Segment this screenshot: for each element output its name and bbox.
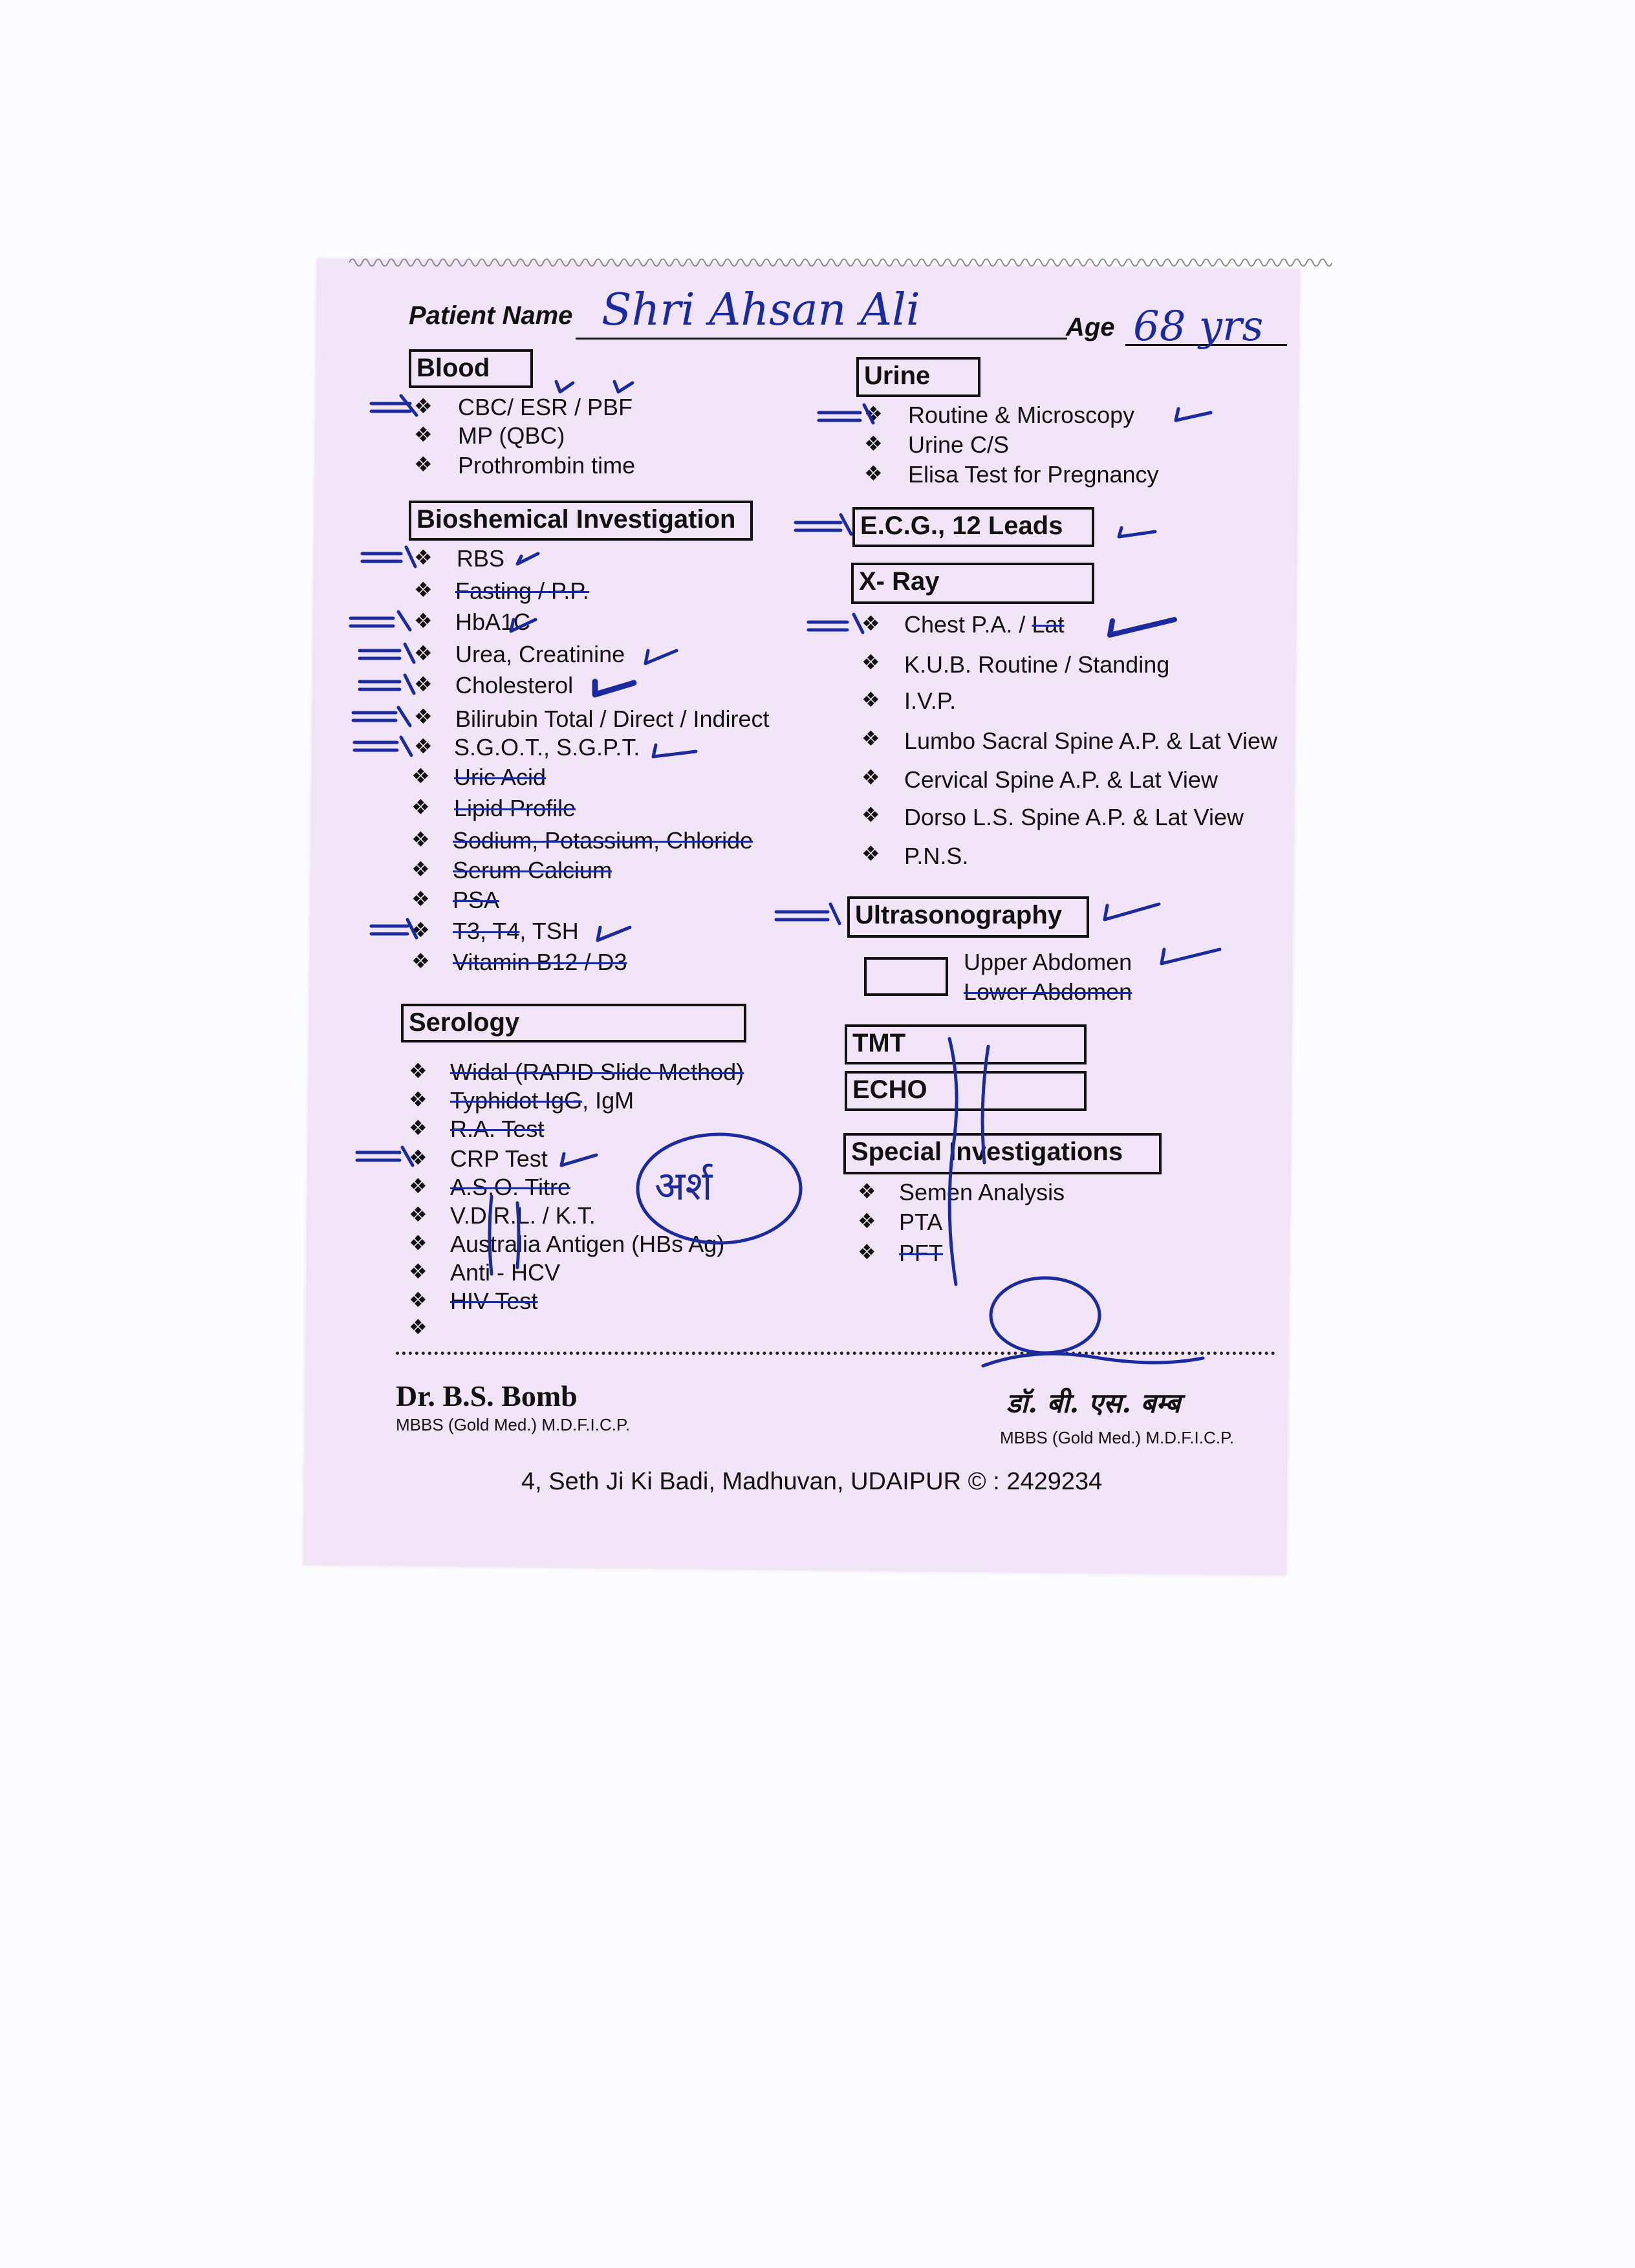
tally-icon [371,920,417,938]
bullet-icon: ❖ [414,609,433,632]
doctor-name-hi: डॉ. बी. एस. बम्ब [1006,1387,1181,1419]
ink-line [490,1196,519,1274]
bullet-icon: ❖ [409,1059,428,1083]
bullet-icon: ❖ [409,1088,428,1111]
check-icon [517,554,538,564]
bullet-icon: ❖ [414,642,433,665]
section-blood: Blood [409,349,533,388]
bullet-icon: ❖ [411,828,430,851]
test-typhidot-igm: , IgM [582,1087,634,1114]
check-icon [598,927,630,940]
test-urine-routine: Routine & Microscopy [908,402,1135,428]
section-serology: Serology [401,1004,746,1042]
check-icon [653,745,696,757]
test-rbs: RBS [457,545,505,572]
section-biochemical: Bioshemical Investigation [409,501,753,541]
bullet-icon: ❖ [409,1146,428,1169]
bullet-icon: ❖ [861,803,880,826]
bullet-icon: ❖ [864,432,883,455]
age-value: 68 yrs [1133,303,1264,351]
bullet-icon: ❖ [861,727,880,750]
test-lipid: Lipid Profile [454,795,576,821]
bullet-icon: ❖ [409,1315,428,1339]
test-lumbo: Lumbo Sacral Spine A.P. & Lat View [904,728,1278,754]
test-mp: MP (QBC) [458,422,565,449]
bullet-icon: ❖ [414,705,433,728]
doctor-qual-left: MBBS (Gold Med.) M.D.F.I.C.P. [396,1415,631,1434]
signature-stroke [983,1354,1203,1366]
bullet-icon: ❖ [414,546,433,569]
test-vitamin: Vitamin B12 / D3 [453,949,627,975]
bullet-icon: ❖ [414,673,433,696]
test-prothrombin: Prothrombin time [458,452,636,479]
test-hiv: HIV Test [450,1288,538,1314]
test-semen: Semen Analysis [899,1179,1065,1205]
check-icon [645,651,677,664]
bullet-icon: ❖ [411,795,430,819]
section-special: Special Investigations [843,1133,1162,1174]
tally-icon [796,515,851,534]
bullet-icon: ❖ [409,1260,428,1283]
test-widal: Widal (RAPID Slide Method) [450,1059,744,1085]
bullet-icon: ❖ [414,578,433,601]
test-hba1c: HbA1C [455,609,531,635]
bullet-icon: ❖ [858,1209,876,1233]
check-icon [1176,409,1211,420]
test-kub: K.U.B. Routine / Standing [904,651,1170,678]
test-aso: A.S.O. Titre [450,1174,571,1200]
test-dorso: Dorso L.S. Spine A.P. & Lat View [904,804,1244,830]
test-fasting: Fasting / P.P. [455,578,589,604]
ink-line [982,1046,988,1163]
bullet-icon: ❖ [414,453,433,476]
test-upper-abdomen: Upper Abdomen [964,949,1132,975]
tally-icon [353,707,410,726]
test-chest-pa-label: Chest P.A. / [904,611,1032,638]
age-label: Age [1066,313,1115,341]
bullet-icon: ❖ [861,766,880,789]
test-psa: PSA [453,887,500,913]
tally-icon [819,405,873,423]
test-sgot: S.G.O.T., S.G.P.T. [454,734,640,761]
tally-icon [371,396,417,415]
bullet-icon: ❖ [409,1174,428,1198]
bullet-icon: ❖ [861,651,880,674]
test-uric-acid: Uric Acid [454,764,547,790]
test-sodium: Sodium, Potassium, Chloride [453,827,753,854]
bullet-icon: ❖ [409,1116,428,1139]
section-urine: Urine [856,357,980,397]
ink-line [949,1039,957,1284]
signature-loop [991,1278,1099,1353]
bullet-icon: ❖ [861,688,880,711]
test-urine-cs: Urine C/S [908,431,1010,458]
test-cervical: Cervical Spine A.P. & Lat View [904,766,1218,793]
bullet-icon: ❖ [411,918,430,942]
tally-icon [360,675,414,693]
check-icon [511,620,536,631]
section-tmt: TMT [845,1024,1087,1064]
tally-icon [351,612,410,630]
bullet-icon: ❖ [858,1240,876,1264]
test-tsh: , TSH [519,918,579,944]
section-ecg: E.C.G., 12 Leads [852,507,1094,547]
test-lower-abdomen: Lower Abdomen [964,978,1132,1005]
test-pta: PTA [899,1209,943,1235]
test-urea: Urea, Creatinine [455,641,625,667]
bullet-icon: ❖ [864,462,883,485]
bullet-icon: ❖ [409,1203,428,1226]
bullet-icon: ❖ [411,764,430,788]
check-icon [556,382,633,392]
section-xray: X- Ray [851,563,1094,604]
check-icon [595,682,634,695]
tally-icon [354,737,411,755]
bullet-icon: ❖ [864,402,883,426]
doctor-name-en: Dr. B.S. Bomb [396,1379,578,1412]
check-icon [1162,949,1220,964]
test-calcium: Serum Calcium [453,857,612,883]
test-ra: R.A. Test [450,1116,545,1142]
test-vdrl: V.D.R.L. / K.T. [450,1202,596,1229]
test-cbc: CBC/ ESR / PBF [458,394,633,420]
ink-circle [638,1134,801,1243]
section-usg: Ultrasonography [847,896,1089,938]
patient-name-value: Shri Ahsan Ali [601,285,920,336]
check-icon [561,1154,596,1165]
test-bilirubin: Bilirubin Total / Direct / Indirect [455,706,770,732]
bullet-icon: ❖ [409,1231,428,1255]
clinic-address: 4, Seth Ji Ki Badi, Madhuvan, UDAIPUR © : 2429234 [521,1468,1103,1495]
section-echo: ECHO [845,1071,1087,1111]
bullet-icon: ❖ [411,887,430,911]
tally-icon [362,547,415,567]
bullet-icon: ❖ [861,612,880,635]
bullet-icon: ❖ [858,1180,876,1203]
test-t3-t4: T3, T4 [453,918,520,944]
handwritten-annotation: अर्श [655,1162,713,1209]
test-hcv: Anti - HCV [450,1259,561,1286]
test-chest-lat: Lat [1032,611,1065,638]
bullet-icon: ❖ [414,423,433,446]
test-typhidot-igg: Typhidot IgG [450,1087,583,1114]
bullet-icon: ❖ [409,1288,428,1312]
bullet-icon: ❖ [414,394,433,418]
doctor-qual-right: MBBS (Gold Med.) M.D.F.I.C.P. [1000,1428,1235,1447]
bullet-icon: ❖ [861,842,880,865]
check-icon [1105,904,1159,920]
check-icon [1110,620,1175,635]
bullet-icon: ❖ [411,858,430,881]
test-pns: P.N.S. [904,843,969,869]
bullet-icon: ❖ [411,949,430,973]
patient-name-label: Patient Name [409,301,573,330]
bullet-icon: ❖ [414,735,433,758]
tally-icon [808,614,863,632]
tally-icon [360,644,414,662]
test-ivp: I.V.P. [904,687,957,714]
test-pft: PFT [899,1240,943,1266]
test-australia: Australia Antigen (HBs Ag) [450,1231,725,1257]
test-crp: CRP Test [450,1145,548,1172]
test-cholesterol: Cholesterol [455,672,574,698]
check-icon [1119,528,1155,537]
tally-icon [776,904,839,923]
tally-icon [357,1147,413,1165]
test-elisa: Elisa Test for Pregnancy [908,461,1159,488]
